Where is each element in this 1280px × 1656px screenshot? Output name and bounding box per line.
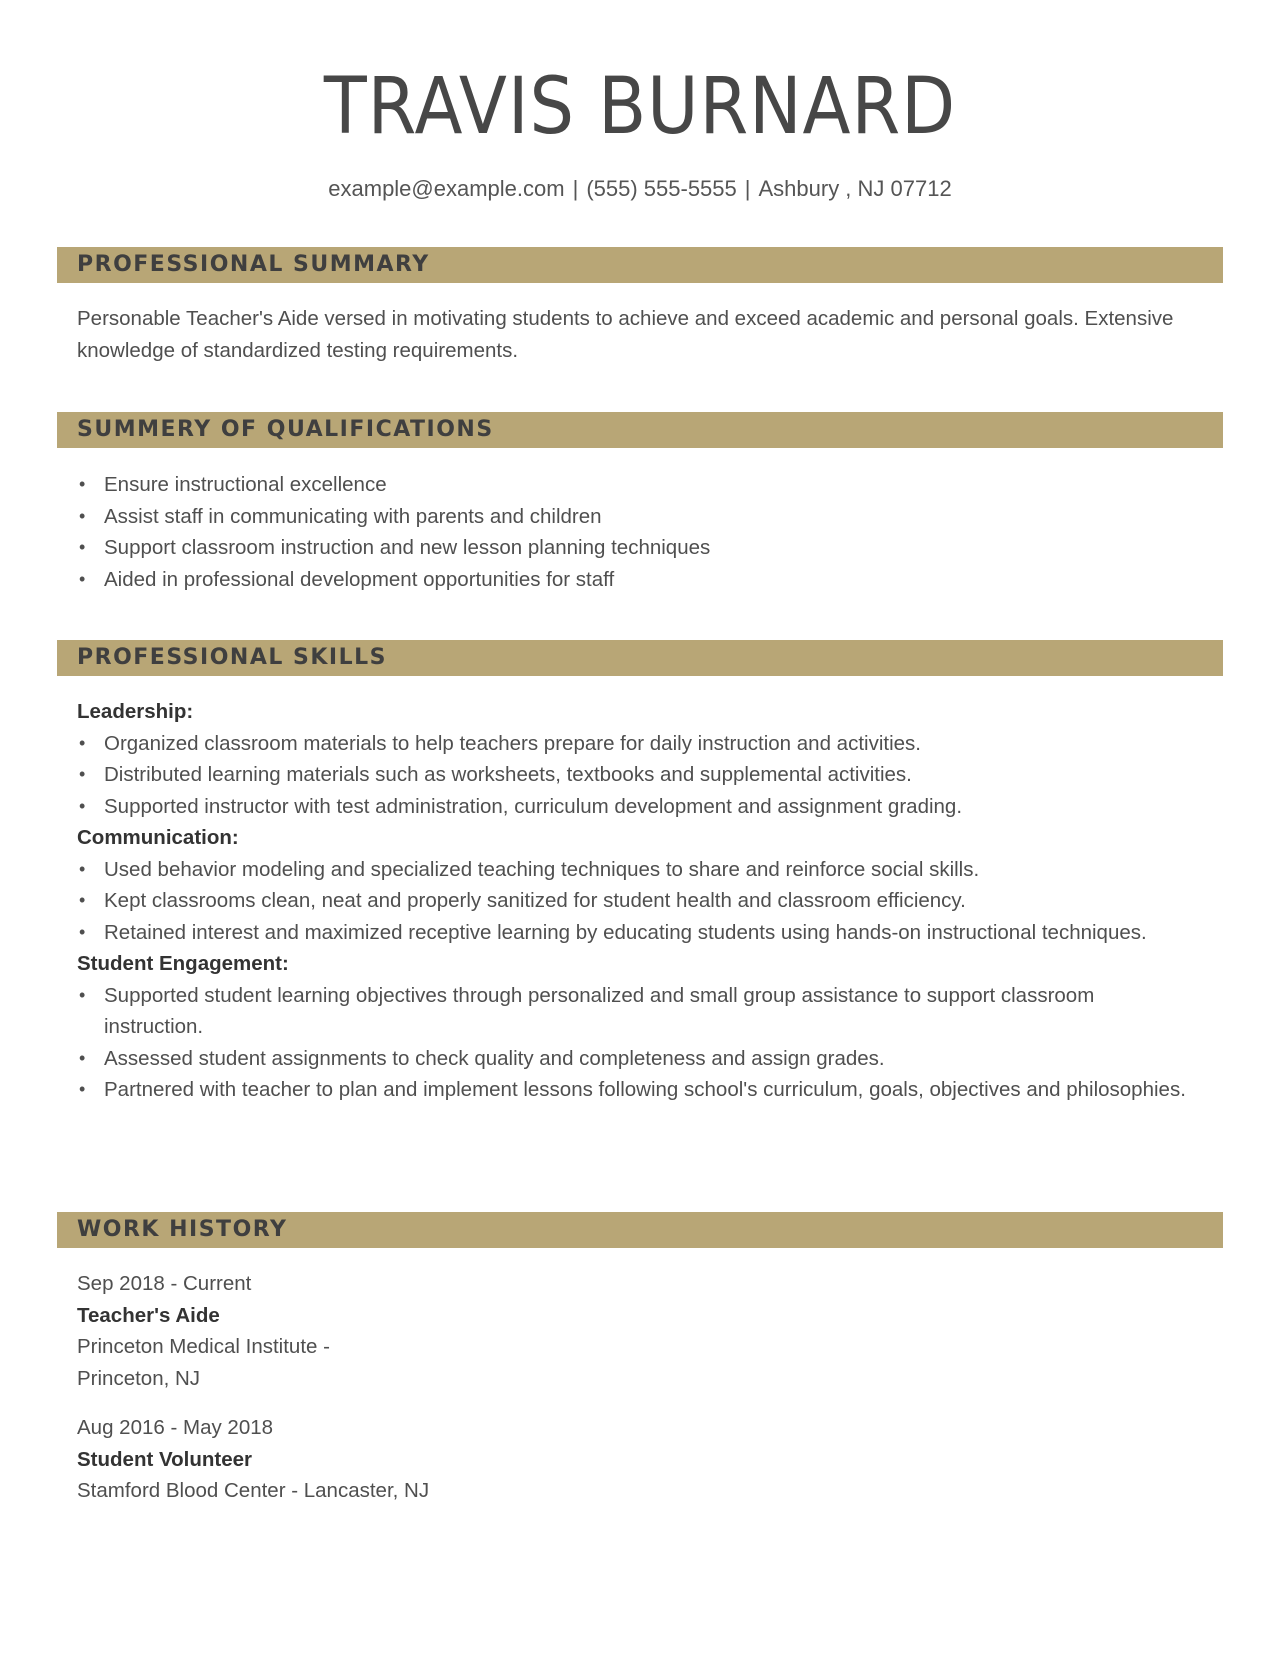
section-heading-skills: PROFESSIONAL SKILLS bbox=[77, 645, 387, 670]
section-heading-qualifications: SUMMERY OF QUALIFICATIONS bbox=[77, 417, 494, 442]
list-item: • Aided in professional development opportunities for staff bbox=[77, 564, 1197, 596]
list-item: • Supported instructor with test administration, curriculum development and assignment grading. bbox=[77, 791, 1197, 823]
section-heading-summary: PROFESSIONAL SUMMARY bbox=[77, 252, 430, 277]
job-title: Teacher's Aide bbox=[77, 1303, 220, 1327]
skill-group-title: Communication: bbox=[77, 826, 239, 849]
contact-phone: (555) 555-5555 bbox=[586, 176, 737, 201]
candidate-name: TRAVIS BURNARD bbox=[323, 62, 957, 152]
summary-text: Personable Teacher's Aide versed in motivating students to achieve and exceed academic and personal goals. Extensive knowledge of standardized testing requirements. bbox=[77, 307, 1174, 362]
list-item: • Support classroom instruction and new lesson planning techniques bbox=[77, 532, 1197, 564]
skill-group-list bbox=[77, 980, 1197, 1106]
section-heading-work: WORK HISTORY bbox=[77, 1217, 288, 1242]
job-entry bbox=[77, 1268, 1197, 1394]
section-bar-skills bbox=[57, 640, 1223, 676]
list-item: • Partnered with teacher to plan and implement lessons following school's curriculum, goals, objectives and philosophies. bbox=[77, 1074, 1197, 1106]
section-bar-qualifications bbox=[57, 412, 1223, 448]
list-item: • Distributed learning materials such as worksheets, textbooks and supplemental activities. bbox=[77, 759, 1197, 791]
contact-separator: | bbox=[744, 176, 751, 201]
list-item: • Organized classroom materials to help teachers prepare for daily instruction and activities. bbox=[77, 728, 1197, 760]
skill-group-title: Leadership: bbox=[77, 700, 194, 723]
job-company: Stamford Blood Center - Lancaster, NJ bbox=[77, 1479, 430, 1502]
list-item: • Used behavior modeling and specialized teaching techniques to share and reinforce social skills. bbox=[77, 854, 1197, 886]
list-item: • Ensure instructional excellence bbox=[77, 469, 1197, 501]
contact-location: Ashbury , NJ 07712 bbox=[758, 176, 952, 201]
contact-line bbox=[0, 178, 1280, 200]
contact-separator: | bbox=[572, 176, 579, 201]
section-bar-work bbox=[57, 1212, 1223, 1248]
job-title: Student Volunteer bbox=[77, 1447, 253, 1471]
qualifications-block bbox=[77, 469, 1197, 595]
list-item: • Assessed student assignments to check quality and completeness and assign grades. bbox=[77, 1043, 1197, 1075]
list-item: • Retained interest and maximized receptive learning by educating students using hands-on instructional techniques. bbox=[77, 917, 1197, 949]
job-dates: Aug 2016 - May 2018 bbox=[77, 1416, 274, 1439]
summary-block bbox=[77, 303, 1197, 366]
skills-block bbox=[77, 696, 1197, 1106]
job-company: Princeton Medical Institute - Princeton, NJ bbox=[77, 1335, 330, 1390]
job-dates: Sep 2018 - Current bbox=[77, 1272, 252, 1295]
list-item: • Supported student learning objectives through personalized and small group assistance to support classroom instruction. bbox=[77, 980, 1197, 1043]
work-block bbox=[77, 1268, 1197, 1525]
list-item: • Kept classrooms clean, neat and properly sanitized for student health and classroom efficiency. bbox=[77, 885, 1197, 917]
contact-email: example@example.com bbox=[328, 176, 565, 201]
skill-group-list bbox=[77, 728, 1197, 823]
skill-group-list bbox=[77, 854, 1197, 949]
section-bar-summary bbox=[57, 247, 1223, 283]
qualifications-list bbox=[77, 469, 1197, 595]
skill-group-title: Student Engagement: bbox=[77, 952, 289, 975]
list-item: • Assist staff in communicating with parents and children bbox=[77, 501, 1197, 533]
job-entry bbox=[77, 1412, 1197, 1507]
resume-header bbox=[0, 0, 1280, 200]
